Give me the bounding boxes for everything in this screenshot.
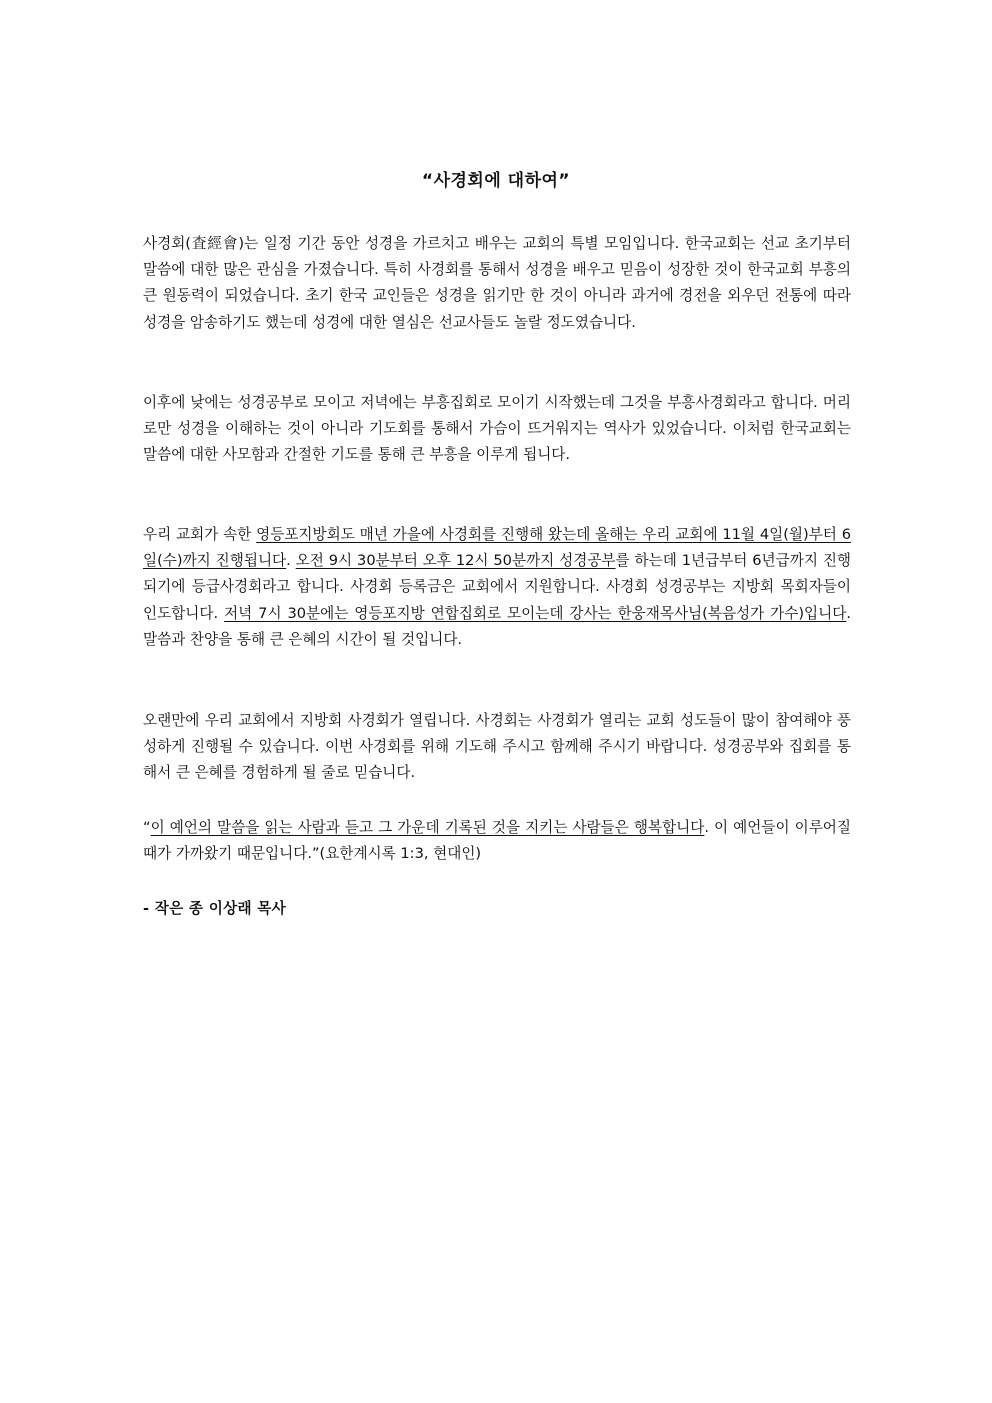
text-segment: . 말씀과 찬양을 통해 큰 은혜의 시간이 될 것입니다. <box>143 604 851 648</box>
text-segment: . 이 예언들이 이루어질 때가 가까왔기 때문입니다.”(요한계시록 1:3, 현대인) <box>143 819 851 863</box>
paragraph-schedule <box>143 522 851 653</box>
paragraph-text: 오랜만에 우리 교회에서 지방회 사경회가 열립니다. 사경회는 사경회가 열리는 교회 성도들이 많이 참여해야 풍성하게 진행될 수 있습니다. 이번 사경회를 위해 기도해 주시고 함께해 주시기 바랍니다. 성경공부와 집회를 통해서 큰 은혜를 경험하게 될 줄로 믿습니다. <box>143 712 851 782</box>
scripture-quote <box>143 815 851 867</box>
text-segment: 우리 교회가 속한 <box>143 526 257 543</box>
paragraph-history <box>143 390 851 469</box>
paragraph-invitation <box>143 708 851 787</box>
underlined-dates: 영등포지방회도 매년 가을에 사경회를 진행해 왔는데 올해는 우리 교회에 11월 4일(월)부터 6일(수)까지 진행됩니다 <box>143 526 851 570</box>
underlined-evening-service: 저녁 7시 30분에는 영등포지방 연합집회로 모이는데 강사는 한웅재목사님(복음성가 가수)입니다 <box>224 604 847 622</box>
paragraph-text: 사경회(査經會)는 일정 기간 동안 성경을 가르치고 배우는 교회의 특별 모임입니다. 한국교회는 선교 초기부터 말씀에 대한 많은 관심을 가졌습니다. 특히 사경회를 통해서 성경을 배우고 믿음이 성장한 것이 한국교회 부흥의 큰 원동력이 되었습니다. 초기 한국 교인들은 성경을 읽기만 한 것이 아니라 과거에 경전을 외우던 전통에 따라 성경을 암송하기도 했는데 성경에 대한 열심은 선교사들도 놀랄 정도였습니다. <box>143 235 851 331</box>
text-segment: . <box>286 552 296 570</box>
text-segment: “ <box>143 819 151 836</box>
underlined-morning-time: 오전 9시 30분부터 오후 12시 50분까지 성경공부 <box>295 552 616 570</box>
author-signature: - 작은 종 이상래 목사 <box>143 900 287 917</box>
document-title: “사경회에 대하여” <box>421 171 571 191</box>
underlined-scripture: 이 예언의 말씀을 읽는 사람과 듣고 그 가운데 기록된 것을 지키는 사람들은 행복합니다 <box>150 819 705 836</box>
text-segment: 를 하는데 1년급부터 6년급까지 진행되기에 등급사경회라고 합니다. 사경회 등록금은 교회에서 지원합니다. 사경회 성경공부는 지방회 목회자들이 인도합니다. <box>143 552 852 622</box>
paragraph-text: 이후에 낮에는 성경공부로 모이고 저녁에는 부흥집회로 모이기 시작했는데 그것을 부흥사경회라고 합니다. 머리로만 성경을 이해하는 것이 아니라 기도회를 통해서 가슴이 뜨거워지는 역사가 있었습니다. 이처럼 한국교회는 말씀에 대한 사모함과 간절한 기도를 통해 큰 부흥을 이루게 됩니다. <box>143 394 851 464</box>
paragraph-intro <box>143 231 851 336</box>
